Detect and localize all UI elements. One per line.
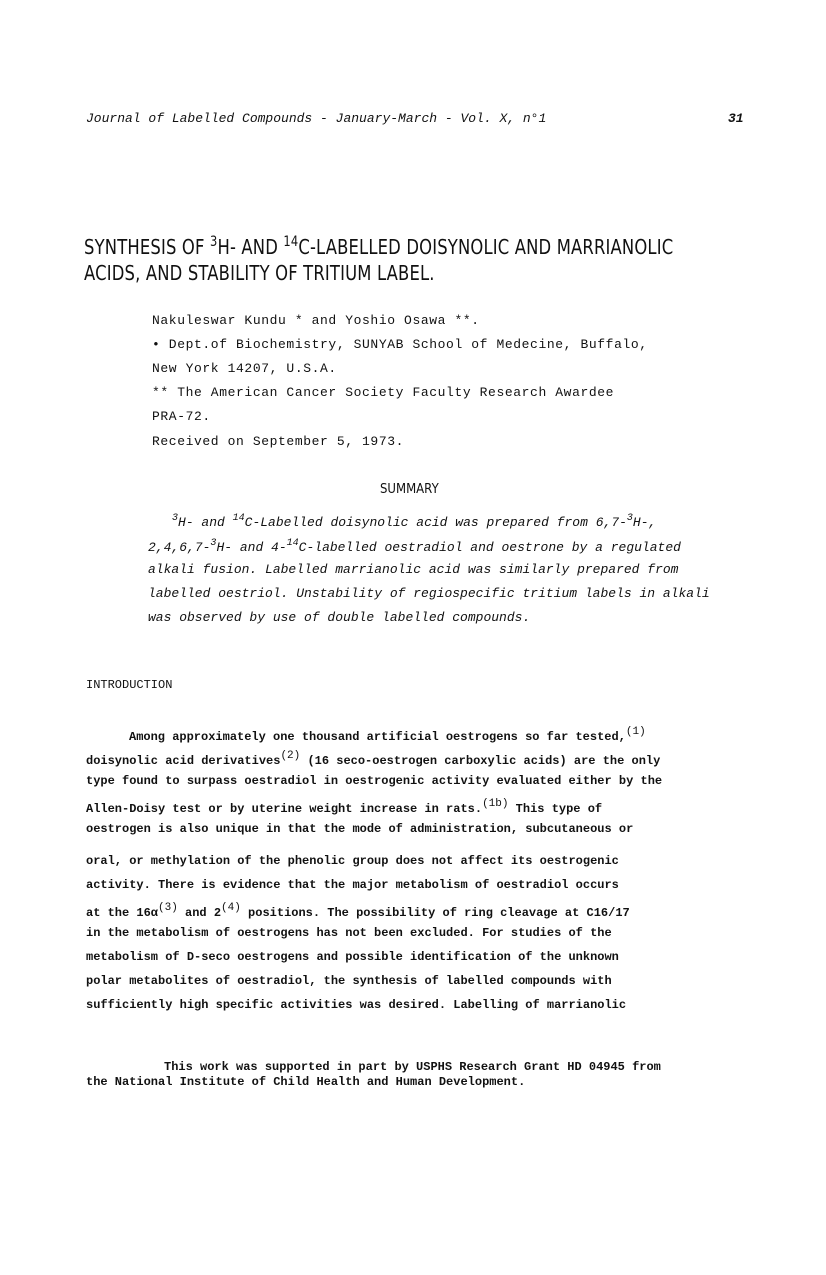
summary-text: 2,4,6,7- <box>148 540 211 555</box>
summary-line <box>172 513 656 530</box>
body-text: Among approximately one thousand artificial oestrogens so far tested, <box>129 730 626 744</box>
summary-heading: SUMMARY <box>380 482 439 497</box>
body-line <box>86 750 660 768</box>
introduction-heading: INTRODUCTION <box>86 678 173 692</box>
body-line: type found to surpass oestradiol in oestrogenic activity evaluated either by the <box>86 774 663 788</box>
body-line <box>86 902 630 920</box>
body-text: doisynolic acid derivatives <box>86 754 281 768</box>
body-text: This type of <box>508 802 603 816</box>
summary-text: H- and <box>178 515 233 530</box>
body-text: and 2 <box>177 906 222 920</box>
summary-text: C-labelled oestradiol and oestrone by a regulated <box>298 540 681 555</box>
reference-marker: (3) <box>158 902 178 914</box>
body-line: polar metabolites of oestradiol, the synthesis of labelled compounds with <box>86 974 612 988</box>
body-text: positions. The possibility of ring cleavage at C16/17 <box>240 906 630 920</box>
award-line: PRA-72. <box>152 409 211 424</box>
body-line: oral, or methylation of the phenolic group does not affect its oestrogenic <box>86 854 619 868</box>
body-line: activity. There is evidence that the major metabolism of oestradiol occurs <box>86 878 619 892</box>
title-text: H- AND <box>217 235 284 259</box>
summary-text: C-Labelled doisynolic acid was prepared from 6,7- <box>244 515 627 530</box>
page-number: 31 <box>728 111 744 126</box>
body-text: at the 16α <box>86 906 159 920</box>
reference-marker: (1) <box>625 726 646 738</box>
summary-line <box>148 538 681 555</box>
summary-line: was observed by use of double labelled compounds. <box>148 610 531 625</box>
affiliation-line: • Dept.of Biochemistry, SUNYAB School of Medecine, Buffalo, <box>152 337 648 352</box>
footnote-line: the National Institute of Child Health and Human Development. <box>86 1075 526 1089</box>
paper-title-line-2: ACIDS, AND STABILITY OF TRITIUM LABEL. <box>84 261 435 285</box>
superscript: 3 <box>210 538 217 549</box>
body-line: sufficiently high specific activities was desired. Labelling of marrianolic <box>86 998 627 1012</box>
affiliation-line: New York 14207, U.S.A. <box>152 361 337 376</box>
reference-marker: (1b) <box>482 798 509 810</box>
authors: Nakuleswar Kundu * and Yoshio Osawa **. <box>152 313 480 328</box>
body-line: metabolism of D-seco oestrogens and possible identification of the unknown <box>86 950 619 964</box>
superscript: 14 <box>232 513 245 524</box>
body-line <box>86 798 602 816</box>
body-line <box>129 726 646 744</box>
reference-marker: (2) <box>280 750 301 762</box>
superscript: 3 <box>172 513 179 524</box>
body-line: in the metabolism of oestrogens has not been excluded. For studies of the <box>86 926 612 940</box>
title-superscript: 3 <box>209 234 218 250</box>
summary-line: alkali fusion. Labelled marrianolic acid was similarly prepared from <box>148 562 679 577</box>
title-text: C-LABELLED DOISYNOLIC AND MARRIANOLIC <box>298 235 674 259</box>
summary-text: H- and 4- <box>216 540 287 555</box>
body-text: (16 seco-oestrogen carboxylic acids) are the only <box>300 754 661 768</box>
summary-line: labelled oestriol. Unstability of regiospecific tritium labels in alkali <box>148 586 710 601</box>
superscript: 3 <box>626 513 633 524</box>
body-line: oestrogen is also unique in that the mode of administration, subcutaneous or <box>86 822 634 836</box>
title-superscript: 14 <box>283 234 299 250</box>
superscript: 14 <box>286 538 299 549</box>
paper-title-line-1 <box>84 234 673 259</box>
journal-header: Journal of Labelled Compounds - January-March - Vol. X, n°1 <box>86 111 547 126</box>
footnote-line: This work was supported in part by USPHS Research Grant HD 04945 from <box>164 1060 661 1074</box>
body-text: Allen-Doisy test or by uterine weight increase in rats. <box>86 802 483 816</box>
award-line: ** The American Cancer Society Faculty Research Awardee <box>152 385 615 400</box>
received-date: Received on September 5, 1973. <box>152 434 405 449</box>
summary-text: H-, <box>632 515 657 530</box>
reference-marker: (4) <box>221 902 241 914</box>
title-text: SYNTHESIS OF <box>84 235 210 259</box>
